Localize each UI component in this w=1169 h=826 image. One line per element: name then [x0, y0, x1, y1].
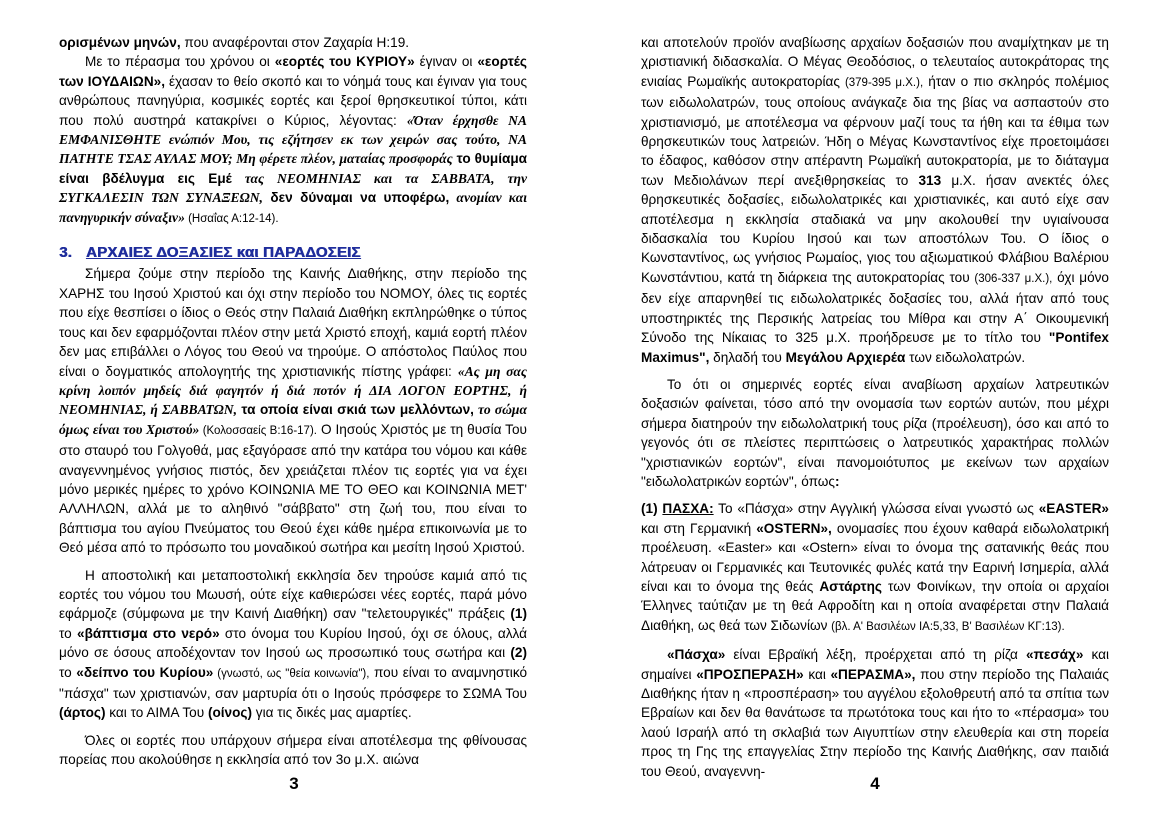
text: το	[59, 625, 78, 641]
text: στο όνομα του Κυρίου Ιησού, όχι σε όλους, αλλά μόνο σε όσους αποδέχονταν τον Ιησού ως προσωπικό τους σωτήρα και	[59, 625, 527, 661]
bold-text: «Πάσχα»	[667, 647, 726, 663]
bold-text: 313	[918, 172, 942, 188]
page-3	[59, 33, 527, 770]
text: έγιναν οι	[414, 54, 478, 70]
bold-text: (οίνος)	[207, 705, 253, 721]
text: και	[803, 666, 831, 682]
bold-text: το θυμίαμα είναι βδέλυγμα εις Εμέ	[59, 151, 527, 186]
paragraph	[641, 33, 1109, 367]
paragraph	[59, 33, 527, 52]
scripture-quote: «Όταν έρχησθε ΝΑ ΕΜΦΑΝΙΣΘΗΤΕ ενώπιόν Μου, τις εζήτησεν εκ των χειρών σας τούτο, ΝΑ ΠΑΤΗΤΕ ΤΣΑΣ ΑΥΛΑΣ ΜΟΥ; Μη φέρετε πλέον, ματαίας προσφοράς	[59, 112, 527, 167]
bold-text: «OSTERN»,	[756, 520, 832, 536]
bold-text: «εορτές των ΙΟΥΔΑΙΩΝ»,	[59, 54, 527, 89]
text: και σημαίνει	[641, 647, 1109, 682]
bold-text: Αστάρτης	[819, 578, 882, 594]
text: Η αποστολική και μεταποστολική εκκλησία δεν τηρούσε καμιά από τις εορτές του νόμου του Μωυσή, ούτε είχε καθιερώσει νέες εορτές, παρά μόνο εφάρμοζε (σύμφωνα με την Καινή Διαθήκη) σαν "τελετουργικές" πράξεις	[59, 567, 527, 622]
page-4	[641, 33, 1109, 781]
text: Σήμερα ζούμε στην περίοδο της Καινής Διαθήκης, στην περίοδο της ΧΑΡΗΣ του Ιησού Χριστού και όχι στην περίοδο του ΝΟΜΟΥ, όλες τις εορτές που είχε θεσπίσει ο ίδιος ο Θεός στην Παλαιά Διαθήκη εκπληρώθηκε ο τύπος τους και δεν εφαρμόζονται πλέον στην μετά Χριστό εποχή, καμιά εορτή πλέον δεν μας επιβάλλει ο Λόγος του Θεού να τηρούμε. Ο απόστολος Παύλος που είναι ο δογματικός απολογητής της χριστιανικής πίστης γράφει:	[59, 266, 527, 379]
bold-text: «ΠΡΟΣΠΕΡΑΣΗ»	[696, 666, 804, 682]
text: Με το πέρασμα του χρόνου οι	[85, 54, 275, 70]
text: των ειδωλολατρών.	[905, 349, 1026, 365]
paragraph	[641, 499, 1109, 637]
paragraph	[59, 264, 527, 557]
text: και αποτελούν προϊόν αναβίωσης αρχαίων δοξασιών που αναμίχτηκαν με τη χριστιανική διδασκαλία. Ο Μέγας Θεοδόσιος, ο τελευταίος αυτοκράτορας της ενιαίας Ρωμαϊκής αυτοκρατορίας	[641, 35, 1109, 89]
text: Το ότι οι σημερινές εορτές είναι αναβίωση αρχαίων λατρευτικών δοξασιών φαίνεται, τόσο από την ονομασία των εορτών αυτών, που μέχρι σήμερα διατηρούν την ειδωλολατρική τους ρίζα (προέλευση), όσο και από το γεγονός ότι σε πλείστες περιπτώσεις ο λατρευτικός χαρακτήρας πολλών "χριστιανικών εορτών", είναι πανομοιότυπος με εκείνων των αρχαίων "ειδωλολατρικών εορτών", όπως	[641, 376, 1109, 489]
scripture-reference: (βλ. Α' Βασιλέων ΙΑ:5,33, Β' Βασιλέων ΚΓ:13).	[831, 620, 1065, 633]
scripture-quote: «Ας μη σας κρίνη λοιπόν μηδείς διά φαγητόν ή διά ποτόν ή ΔΙΑ ΛΟΓΟΝ ΕΟΡΤΗΣ, ή ΝΕΟΜΗΝΙΑΣ, ή ΣΑΒΒΑΤΩΝ,	[59, 363, 527, 418]
bold-text: «EASTER»	[1038, 501, 1109, 517]
text: που αναφέρονται στον Ζαχαρία Η:19.	[180, 35, 410, 50]
text: όχι μόνο δεν είχε απαρνηθεί τις ειδωλολατρικές δοξασίες του, αλλά ήταν από τους υποστηρικτές της Περσικής λατρείας του Μίθρα και στην Α΄ Οικουμενική Σύνοδο της Νίκαιας το 325 μ.Χ. προήδρευσε με το τίτλο του	[641, 269, 1109, 346]
text: και το ΑΙΜΑ Του	[105, 705, 208, 721]
bold-text: τα οποία είναι σκιά των μελλόντων,	[236, 402, 474, 418]
text: Το «Πάσχα» στην Αγγλική γλώσσα είναι γνωστό ως	[713, 501, 1039, 517]
bold-text: "Pontifex Maximus",	[641, 330, 1109, 365]
paragraph: Όλες οι εορτές που υπάρχουν σήμερα είναι αποτέλεσμα της φθίνουσας πορείας που ακολούθησε η εκκλησία από τον 3ο μ.Χ. αιώνα	[59, 732, 527, 768]
bold-text: (1)	[510, 606, 527, 622]
bold-text: Μεγάλου Αρχιερέα	[785, 349, 906, 365]
bold-text: (άρτος)	[59, 705, 106, 721]
paragraph	[59, 52, 527, 229]
scripture-reference: (Κολοσσαείς Β:16-17).	[199, 424, 317, 437]
small-text: (379-395 μ.Χ.),	[844, 76, 924, 89]
bold-text: «εορτές του ΚΥΡΙΟΥ»	[274, 54, 415, 70]
section-title: ΑΡΧΑΙΕΣ ΔΟΞΑΣΙΕΣ και ΠΑΡΑΔΟΣΕΙΣ	[85, 244, 361, 262]
text: που στην περίοδο της Παλαιάς Διαθήκης ήταν η «προσπέραση» του αγγέλου εξολοθρευτή από τα σπίτια των Εβραίων και δεν θα θανάτωσε τα πρωτότοκα τους και ήτο το «πέρασμα» του λαού Ισραήλ από τη σκλαβιά των Αιγυπτίων στην ελευθερία και στη πορεία προς τη Γης της επαγγελίας Στην περίοδο της Καινής Διαθήκης, σαν παιδιά του Θεού, αναγεννη-	[641, 666, 1109, 779]
list-marker: (1)	[641, 501, 663, 517]
text: μ.Χ. ήσαν ανεκτές όλες θρησκευτικές δοξασίες, ειδωλολατρικές και χριστιανικές, και αυτό είχε σαν αποτέλεσμα η εκκλησία σταδιακά να μην ακολουθεί την υγιαίνουσα διδασκαλία του Κυρίου Ιησού και των αποστόλων Του. Ο ίδιος ο Κωνσταντίνος, ως γνήσιος Ρωμαίος, γιος του αξιωματικού Φλάβιου Βαλέριου Κωνστάντιου, κατά τη διάρκεια της αυτοκρατορίας του	[641, 172, 1110, 285]
bold-text: «βάπτισμα στο νερό»	[77, 625, 220, 641]
text: δηλαδή του	[709, 349, 786, 365]
text: ήταν ο πιο σκληρός πολέμιος των ειδωλολατρών, τους οποίους ανάγκαζε δια της βίας να ασπαστούν στο χριστιανισμό, με αποτέλεσμα να φέρνουν μαζί τους τα ήθη και τα έθιμα των θρησκευτικών τους λατρειών. Ήδη ο Μέγας Κωνσταντίνος είχε προετοιμάσει το έδαφος, καθόσον στην απέραντη Ρωμαϊκή αυτοκρατορία, με το διάταγμα των Μεδιολάνων περί ανεξιθρησκείας το	[641, 73, 1109, 188]
subheading: ΠΑΣΧΑ:	[662, 501, 714, 517]
paragraph	[59, 566, 527, 723]
text: το	[59, 664, 77, 680]
page-number: 4	[870, 774, 880, 793]
section-heading	[59, 243, 527, 262]
bold-text: (2)	[510, 645, 527, 661]
small-text: (γνωστό, ως "θεία κοινωνία"),	[213, 667, 370, 680]
text: ονομασίες που έχουν καθαρά ειδωλολατρική προέλευση. «Easter» και «Ostern» είναι το όνομα της σατανικής θεάς που λάτρευαν οι Γερμανικές και Τευτονικές φυλές κατά την Εαρινή Ισημερία, αλλά είναι και το όνομα της θεάς	[641, 520, 1109, 594]
text: είναι Εβραϊκή λέξη, προέρχεται από τη ρίζα	[725, 647, 1026, 663]
text: Ο Ιησούς Χριστός με τη θυσία Του στο σταυρό του Γολγοθά, μας εξαγόρασε από την κατάρα του νόμου και κάθε αναγεννημένος γνήσιος πιστός, δεν χρειάζεται πλέον τις εορτές για να έχει μόνο μερικές ημέρες το χρόνο ΚΟΙΝΩΝΙΑ ΜΕ ΤΟ ΘΕΟ και ΚΟΙΝΩΝΙΑ ΜΕΤ' ΑΛΛΗΛΩΝ, αλλά με το αληθινό "σάββατο" στη ζωή του, που είναι το βάπτισμα του αγίου Πνεύματος του Θεού έχει κάθε ημέρα επικοινωνία με το Θεό μέσα από το πρόσωπο του μοναδικού σωτήρα και μεσίτη Ιησού Χριστού.	[59, 421, 527, 556]
bold-text: «δείπνο του Κυρίου»	[76, 664, 214, 680]
scripture-quote: ανομίαν και πανηγυρικήν σύναξιν»	[59, 190, 528, 225]
text: έχασαν το θείο σκοπό και το νόημά τους και έγιναν για τους ανθρώπους πανηγύρια, κοσμικές εορτές και ξεροί θρησκευτικοί τύποι, κάτι που πολύ αυστηρά κατακρίνει ο Κύριος, λέγοντας:	[59, 73, 528, 128]
scripture-reference: (Ησαΐας Α:12-14).	[184, 212, 279, 225]
text: των Φοινίκων, την οποία οι αρχαίοι Έλληνες ταύτιζαν με τη θεά Αφροδίτη και η οποία αναφέρεται στην Παλαιά Διαθήκη, ως θεά των Σιδωνίων	[641, 578, 1109, 633]
scripture-quote: τας ΝΕΟΜΗΝΙΑΣ και τα ΣΑΒΒΑΤΑ, την ΣΥΓΚΑΛΕΣΙΝ ΤΩΝ ΣΥΝΑΞΕΩΝ,	[59, 170, 527, 206]
bold-text: «ΠΕΡΑΣΜΑ»,	[830, 666, 916, 682]
bold-text: :	[834, 473, 840, 489]
scripture-quote: το σώμα όμως είναι του Χριστού»	[59, 402, 527, 437]
text: και στη Γερμανική	[641, 520, 757, 536]
paragraph	[641, 645, 1109, 781]
bold-text: «πεσάχ»	[1025, 647, 1084, 663]
small-text: (306-337 μ.Χ.),	[974, 272, 1053, 285]
section-number: 3.	[59, 244, 72, 262]
bold-text: ορισμένων μηνών,	[59, 35, 181, 50]
bold-text: δεν δύναμαι να υποφέρω,	[262, 190, 450, 206]
text: που είναι το αναμνηστικό "πάσχα" των χριστιανών, σαν μαρτυρία ότι ο Ιησούς πρόσφερε το ΣΩΜΑ Του	[59, 664, 528, 701]
text: για τις δικές μας αμαρτίες.	[252, 705, 412, 721]
page-number: 3	[289, 774, 299, 793]
paragraph	[641, 375, 1109, 491]
